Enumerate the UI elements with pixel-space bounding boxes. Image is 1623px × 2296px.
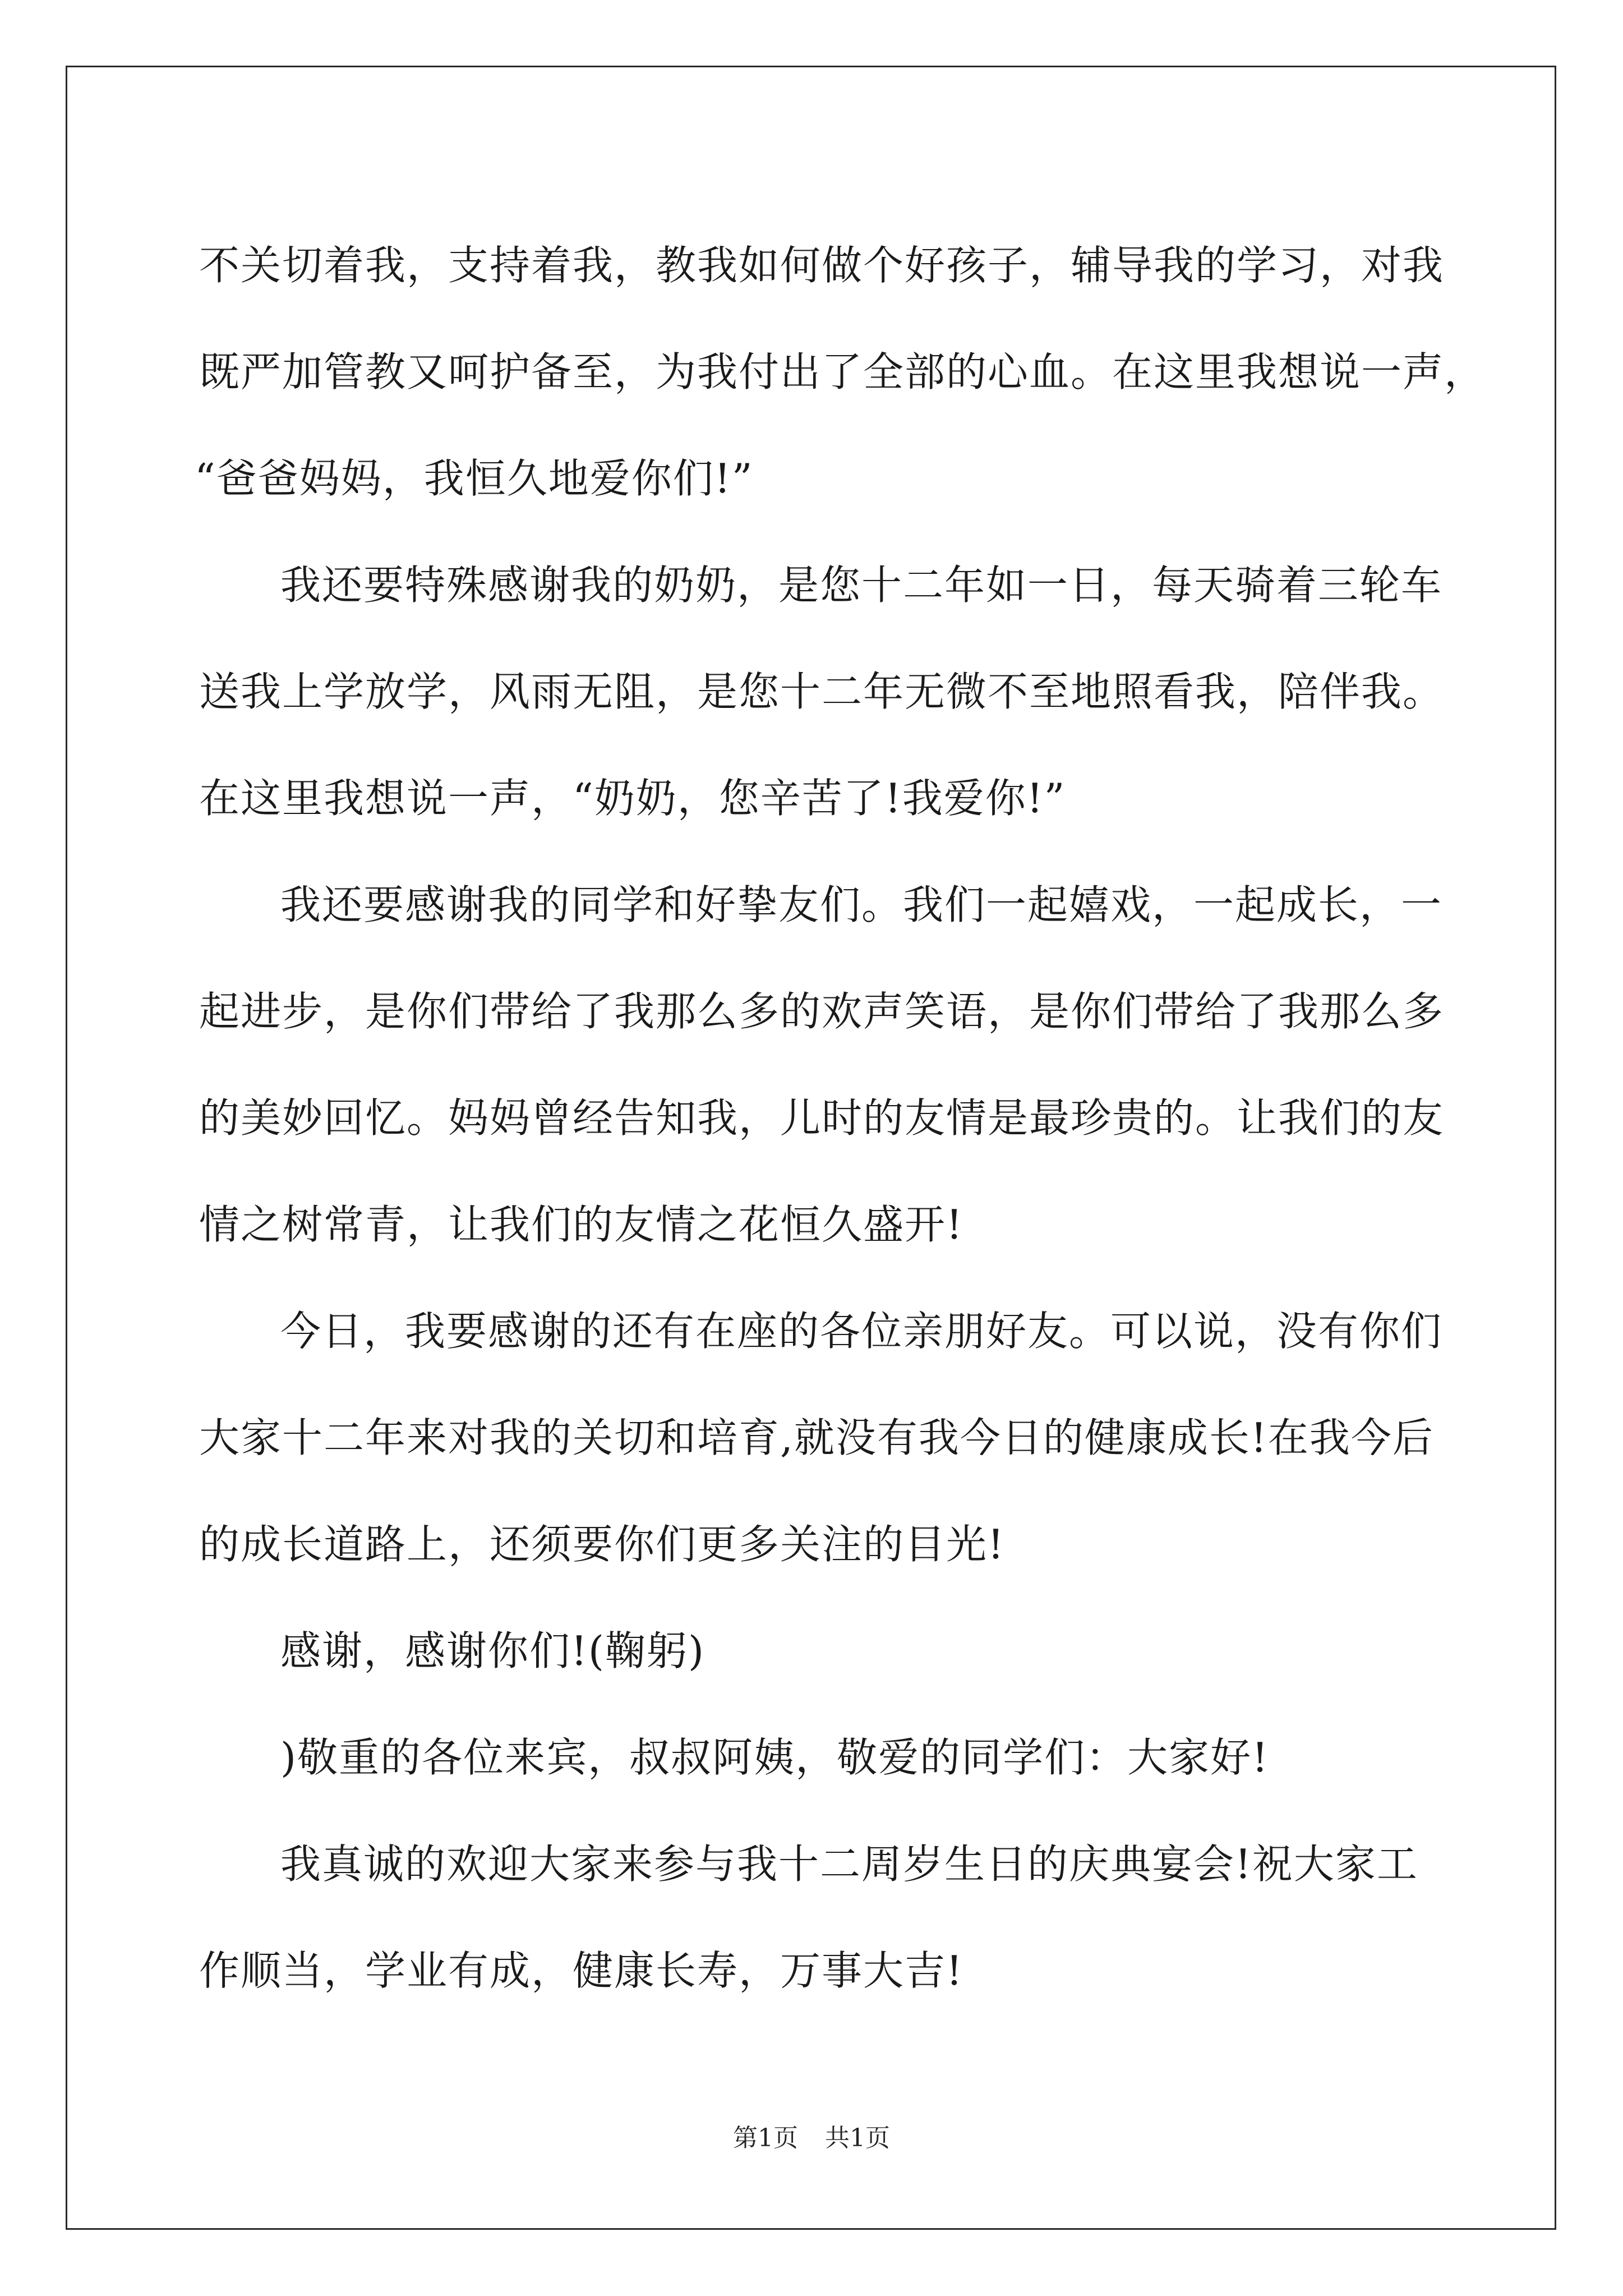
text-line: “爸爸妈妈，我恒久地爱你们!” [195,455,754,502]
text-line: 起进步，是你们带给了我那么多的欢声笑语，是你们带给了我那么多 [199,988,1445,1035]
paragraph-start-line: 今日，我要感谢的还有在座的各位亲朋好友。可以说，没有你们 [280,1308,1443,1355]
text-line: 的美妙回忆。妈妈曾经告知我，儿时的友情是最珍贵的。让我们的友 [199,1094,1445,1142]
text-line: 作顺当，学业有成，健康长寿，万事大吉! [199,1947,963,1994]
text-line: 情之树常青，让我们的友情之花恒久盛开! [199,1201,963,1248]
page-number: 第1页 [733,2124,798,2152]
text-line: 送我上学放学，风雨无阻，是您十二年无微不至地照看我，陪伴我。 [199,668,1445,715]
paragraph-start-line: 我还要特殊感谢我的奶奶，是您十二年如一日，每天骑着三轮车 [280,562,1443,609]
text-line: 既严加管教又呵护备至，为我付出了全部的心血。在这里我想说一声， [199,348,1486,395]
paragraph-start-line: 我真诚的欢迎大家来参与我十二周岁生日的庆典宴会!祝大家工 [280,1841,1418,1888]
paragraph-start-line: )敬重的各位来宾，叔叔阿姨，敬爱的同学们：大家好! [280,1734,1270,1781]
page-total: 共1页 [825,2124,890,2152]
paragraph-start-line: 感谢，感谢你们!(鞠躬) [280,1627,706,1674]
page-footer [0,2118,1623,2154]
text-line: 大家十二年来对我的关切和培育,就没有我今日的健康成长!在我今后 [199,1414,1434,1461]
text-line: 的成长道路上，还须要你们更多关注的目光! [199,1521,1005,1568]
text-line: 在这里我想说一声，“奶奶，您辛苦了!我爱你!” [199,775,1066,822]
document-body [195,212,1486,2024]
paragraph-start-line: 我还要感谢我的同学和好挚友们。我们一起嬉戏，一起成长，一 [280,881,1443,928]
text-line: 不关切着我，支持着我，教我如何做个好孩子，辅导我的学习，对我 [199,242,1445,289]
